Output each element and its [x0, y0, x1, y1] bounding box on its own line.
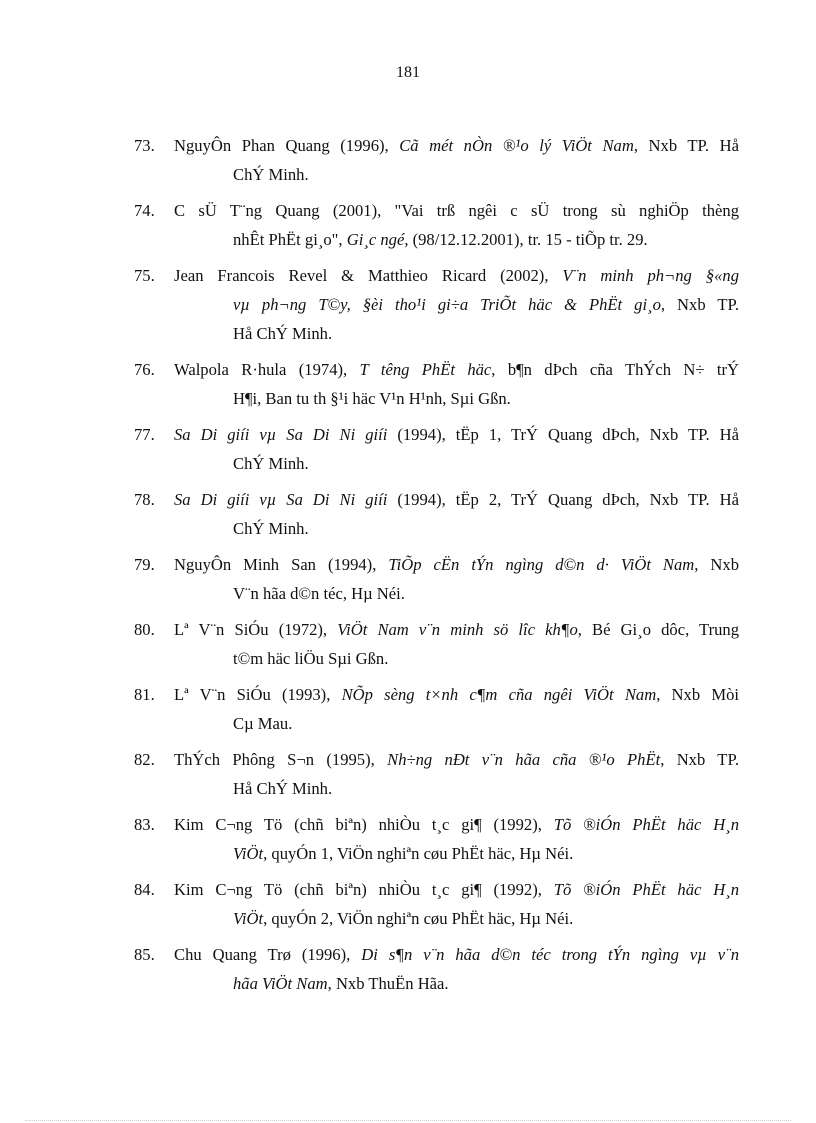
reference-segment: Hå ChÝ Minh. — [233, 779, 333, 798]
reference-text — [174, 615, 739, 673]
reference-line — [174, 709, 739, 738]
reference-segment: (1994), tËp 1, TrÝ Quang dÞch, Nxb TP. Hå — [387, 425, 739, 444]
reference-line — [174, 680, 739, 709]
reference-title-segment: Nh÷ng nÐt v¨n hãa cña ®¹o PhËt — [387, 750, 661, 769]
reference-line — [174, 550, 739, 579]
reference-title-segment: V¨n minh ph¬ng §«ng — [562, 266, 739, 285]
reference-item — [134, 355, 739, 413]
reference-segment: , b¶n dÞch cña ThÝch N÷ trÝ — [491, 360, 739, 379]
reference-text — [174, 261, 739, 348]
reference-text — [174, 875, 739, 933]
reference-item — [134, 940, 739, 998]
reference-item — [134, 261, 739, 348]
reference-number: 85. — [134, 945, 155, 964]
reference-item — [134, 131, 739, 189]
reference-number: 76. — [134, 360, 155, 379]
reference-line — [174, 839, 739, 868]
reference-line — [174, 384, 739, 413]
reference-line — [174, 160, 739, 189]
reference-line — [174, 290, 739, 319]
reference-number: 73. — [134, 136, 155, 155]
reference-segment: Lª V¨n SiÓu (1972), — [174, 620, 338, 639]
reference-number: 81. — [134, 685, 155, 704]
reference-segment: ChÝ Minh. — [233, 165, 309, 184]
reference-line — [174, 449, 739, 478]
reference-segment: Hå ChÝ Minh. — [233, 324, 333, 343]
reference-segment: , Nxb Mòi — [656, 685, 740, 704]
reference-segment: , Nxb TP. — [660, 295, 739, 314]
reference-item — [134, 615, 739, 673]
reference-segment: , Nxb TP. — [660, 750, 739, 769]
reference-item — [134, 550, 739, 608]
reference-title-segment: Di s¶n v¨n hãa d©n téc trong tÝn ngìng vµ v¨n — [361, 945, 739, 964]
reference-title-segment: T têng PhËt häc — [359, 360, 492, 379]
reference-title-segment: Sa Di giíi vµ Sa Di Ni giíi — [174, 425, 388, 444]
reference-line — [174, 644, 739, 673]
reference-title-segment: TiÕp cËn tÝn ngìng d©n d· ViÖt Nam — [388, 555, 695, 574]
reference-text — [174, 485, 739, 543]
reference-segment: ThÝch Phông S¬n (1995), — [174, 750, 388, 769]
reference-segment: , Nxb TP. Hå — [633, 136, 739, 155]
reference-title-segment: vµ ph¬ng T©y, §èi tho¹i gi÷a TriÕt häc & PhËt gi¸o — [233, 295, 661, 314]
page-bottom-divider — [25, 1120, 791, 1121]
reference-title-segment: Cã mét nÒn ®¹o lý ViÖt Nam — [399, 136, 634, 155]
reference-title-segment: Gi¸c ngé — [346, 230, 405, 249]
reference-line — [174, 514, 739, 543]
reference-segment: , quyÓn 1, ViÖn nghiªn cøu PhËt häc, Hµ Néi. — [263, 844, 574, 863]
reference-segment: t©m häc liÖu Sµi Gßn. — [233, 649, 389, 668]
reference-title-segment: NÕp sèng t×nh c¶m cña ngêi ViÖt Nam — [341, 685, 657, 704]
reference-line — [174, 904, 739, 933]
reference-segment: , quyÓn 2, ViÖn nghiªn cøu PhËt häc, Hµ Néi. — [263, 909, 574, 928]
reference-item — [134, 810, 739, 868]
reference-title-segment: Sa Di giíi vµ Sa Di Ni giíi — [174, 490, 388, 509]
reference-segment: H¶i, Ban tu th §¹i häc V¹n H¹nh, Sµi Gßn. — [233, 389, 511, 408]
reference-text — [174, 131, 739, 189]
page-number: 181 — [396, 64, 420, 81]
reference-line — [174, 420, 739, 449]
reference-segment: Kim C¬ng Tö (chñ biªn) nhiÒu t¸c gi¶ (1992), — [174, 815, 554, 834]
reference-segment: C sÜ T¨ng Quang (2001), "Vai trß ngêi c sÜ trong sù nghiÖp thèng — [174, 201, 739, 220]
reference-segment: (1994), tËp 2, TrÝ Quang dÞch, Nxb TP. Hå — [387, 490, 739, 509]
reference-item — [134, 420, 739, 478]
reference-text — [174, 810, 739, 868]
reference-segment: Lª V¨n SiÓu (1993), — [174, 685, 342, 704]
reference-line — [174, 940, 739, 969]
reference-segment: Kim C¬ng Tö (chñ biªn) nhiÒu t¸c gi¶ (1992), — [174, 880, 554, 899]
reference-number: 83. — [134, 815, 155, 834]
reference-text — [174, 680, 739, 738]
reference-segment: Chu Quang Trø (1996), — [174, 945, 362, 964]
reference-number: 78. — [134, 490, 155, 509]
reference-number: 79. — [134, 555, 155, 574]
reference-line — [174, 319, 739, 348]
reference-segment: Jean Francois Revel & Matthieo Ricard (2002), — [174, 266, 563, 285]
reference-line — [174, 355, 739, 384]
reference-line — [174, 615, 739, 644]
reference-title-segment: ViÖt — [233, 844, 264, 863]
reference-text — [174, 420, 739, 478]
reference-number: 74. — [134, 201, 155, 220]
reference-segment: , (98/12.12.2001), tr. 15 - tiÕp tr. 29. — [404, 230, 648, 249]
reference-segment: Cµ Mau. — [233, 714, 293, 733]
reference-segment: ChÝ Minh. — [233, 519, 309, 538]
reference-segment: Walpola R·hula (1974), — [174, 360, 360, 379]
reference-line — [174, 485, 739, 514]
reference-segment: NguyÔn Phan Quang (1996), — [174, 136, 400, 155]
reference-line — [174, 810, 739, 839]
reference-segment: ChÝ Minh. — [233, 454, 309, 473]
reference-line — [174, 745, 739, 774]
reference-line — [174, 774, 739, 803]
reference-segment: , Bé Gi¸o dôc, Trung — [577, 620, 740, 639]
reference-line — [174, 131, 739, 160]
reference-text — [174, 550, 739, 608]
reference-title-segment: hãa ViÖt Nam — [233, 974, 328, 993]
reference-line — [174, 225, 739, 254]
reference-line — [174, 579, 739, 608]
reference-line — [174, 969, 739, 998]
reference-number: 84. — [134, 880, 155, 899]
reference-segment: , Nxb — [694, 555, 740, 574]
reference-line — [174, 261, 739, 290]
reference-item — [134, 745, 739, 803]
reference-list — [134, 131, 739, 1005]
reference-item — [134, 196, 739, 254]
reference-number: 82. — [134, 750, 155, 769]
reference-item — [134, 485, 739, 543]
reference-item — [134, 680, 739, 738]
reference-item — [134, 875, 739, 933]
reference-text — [174, 196, 739, 254]
reference-line — [174, 196, 739, 225]
reference-title-segment: Tõ ®iÓn PhËt häc H¸n — [553, 815, 740, 834]
reference-text — [174, 940, 739, 998]
reference-title-segment: Tõ ®iÓn PhËt häc H¸n — [553, 880, 740, 899]
reference-number: 77. — [134, 425, 155, 444]
reference-segment: NguyÔn Minh San (1994), — [174, 555, 389, 574]
reference-segment: , Nxb ThuËn Hãa. — [327, 974, 449, 993]
reference-segment: V¨n hãa d©n téc, Hµ Néi. — [233, 584, 405, 603]
reference-text — [174, 355, 739, 413]
reference-number: 80. — [134, 620, 155, 639]
reference-text — [174, 745, 739, 803]
reference-title-segment: ViÖt Nam v¨n minh sö lîc kh¶o — [337, 620, 578, 639]
reference-number: 75. — [134, 266, 155, 285]
reference-line — [174, 875, 739, 904]
reference-segment: nhÊt PhËt gi¸o", — [233, 230, 347, 249]
reference-title-segment: ViÖt — [233, 909, 264, 928]
